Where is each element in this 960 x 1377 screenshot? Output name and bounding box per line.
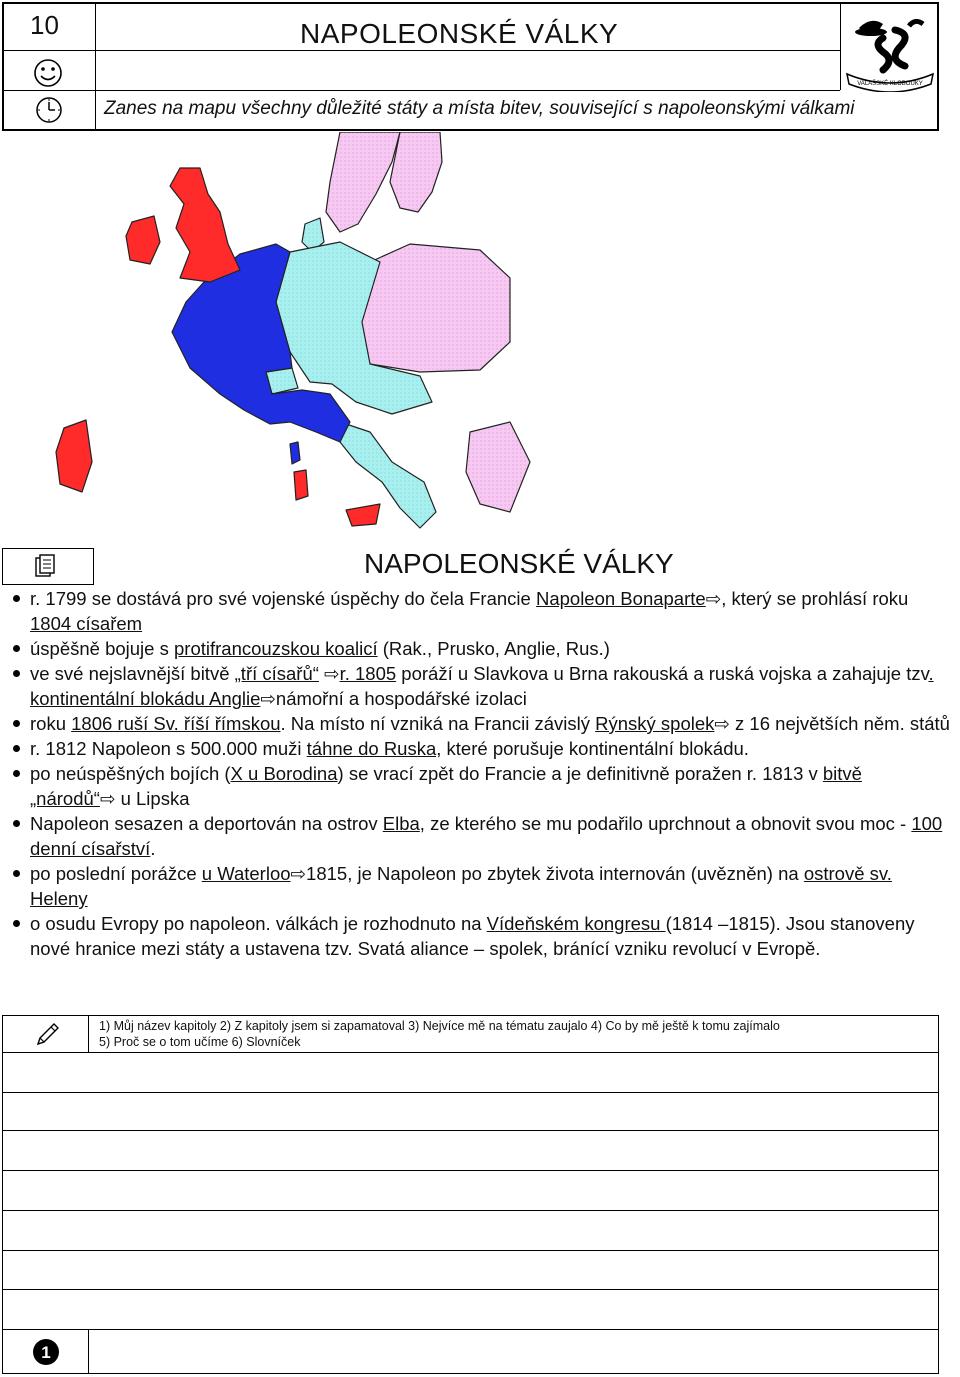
europe-map	[40, 132, 560, 544]
bullet-text: po poslední porážce	[30, 863, 202, 884]
notes-prompt-line-2: 5) Proč se o tom učíme 6) Slovníček	[99, 1035, 301, 1049]
bullet-text: ⇨ z 16 největších něm. států	[714, 713, 950, 734]
pencil-icon	[32, 1020, 62, 1055]
bullet-item	[10, 636, 950, 661]
bullet-text: , ze kterého se mu podařilo uprchnout a obnovit svou moc -	[419, 813, 912, 834]
underlined-term: „tří císařů“	[234, 663, 319, 684]
bullet-text: ⇨, který se prohlásí roku	[705, 588, 909, 609]
bullet-text: Napoleon sesazen a deportován na ostrov	[30, 813, 383, 834]
bullet-text: poráží u Slavkova u Brna rakouská a ruská vojska a zahajuje tzv	[396, 663, 929, 684]
svg-text:1: 1	[41, 1343, 51, 1362]
bullet-item	[10, 761, 950, 811]
bullet-item	[10, 711, 950, 736]
bullet-text: (Rak., Prusko, Anglie, Rus.)	[377, 638, 610, 659]
bullet-text: ⇨námořní a hospodářské izolaci	[260, 688, 527, 709]
underlined-term: protifrancouzskou koalicí	[174, 638, 378, 659]
bullet-text: ⇨ u Lipska	[99, 788, 190, 809]
underlined-term: táhne do Ruska,	[306, 738, 442, 759]
bullet-text: po neúspěšných bojích (	[30, 763, 231, 784]
smiley-icon	[33, 58, 63, 93]
bullet-item	[10, 861, 950, 911]
bullet-text: o osudu Evropy po napoleon. válkách je rozhodnuto na	[30, 913, 487, 934]
underlined-term: . kontinentální blokádu Anglie	[30, 663, 934, 709]
bullet-text: ⇨1815, je Napoleon po zbytek života internován (uvězněn) na	[290, 863, 804, 884]
logo-text: VALAŠSKÉ KLOBOUKY	[857, 81, 923, 87]
bullet-item	[10, 661, 950, 711]
bullet-text: . Na místo ní vzniká na Francii závislý	[280, 713, 596, 734]
underlined-term: 100 denní císařství	[30, 813, 943, 859]
chapter-number: 10	[30, 10, 59, 40]
underlined-term: Napoleon Bonaparte	[535, 588, 706, 609]
book-icon	[32, 552, 60, 585]
underlined-term: r. 1805	[339, 663, 397, 684]
underlined-term: Rýnský spolek	[595, 713, 715, 734]
bullet-text: r. 1812 Napoleon s 500.000 muži	[30, 738, 307, 759]
notes-prompt-line-1: 1) Můj název kapitoly 2) Z kapitoly jsem si zapamatoval 3) Nejvíce mě na tématu zaujalo 4) Co by mě ještě k tomu zajímalo	[99, 1019, 780, 1033]
clock-icon	[35, 96, 63, 129]
number-one-icon	[32, 1338, 60, 1371]
bullet-item	[10, 811, 950, 861]
bullet-text: r. 1799 se dostává pro své vojenské úspěchy do čela Francie	[30, 588, 536, 609]
underlined-term: ostrově sv. Heleny	[30, 863, 892, 909]
underlined-term: 1804 císařem	[30, 613, 143, 634]
bullet-text: (1814 –1815). Jsou stanoveny nové hranice mezi státy a ustavena tzv. Svatá aliance – spolek, bránící vzniku revolucí v Evropě.	[30, 913, 915, 959]
bullet-item	[10, 911, 950, 961]
bullet-text: ) se vrací zpět do Francie a je definitivně poražen r. 1813 v	[337, 763, 823, 784]
underlined-term: Elba	[382, 813, 420, 834]
bullet-list	[10, 586, 950, 961]
school-logo	[843, 8, 937, 92]
bullet-item	[10, 736, 950, 761]
task-instruction: Zanes na mapu všechny důležité státy a místa bitev, související s napoleonskými válkami	[104, 98, 855, 119]
section-title: NAPOLEONSKÉ VÁLKY	[364, 548, 674, 579]
underlined-term: 1806 ruší Sv. říší římskou	[71, 713, 281, 734]
underlined-term: bitvě „národů“	[30, 763, 862, 809]
underlined-term: Vídeňském kongresu	[486, 913, 666, 934]
bullet-text: .	[150, 838, 156, 859]
underlined-term: u Waterloo	[201, 863, 291, 884]
bullet-text: které porušuje kontinentální blokádu.	[441, 738, 749, 759]
bullet-item	[10, 586, 950, 636]
bullet-text: roku	[30, 713, 72, 734]
notes-prompt	[99, 1018, 929, 1050]
bullet-text: ve své nejslavnější bitvě	[30, 663, 235, 684]
page-title: NAPOLEONSKÉ VÁLKY	[300, 18, 619, 49]
underlined-term: X u Borodina	[230, 763, 338, 784]
bullet-text: úspěšně bojuje s	[30, 638, 174, 659]
bullet-text: ⇨	[318, 663, 340, 684]
